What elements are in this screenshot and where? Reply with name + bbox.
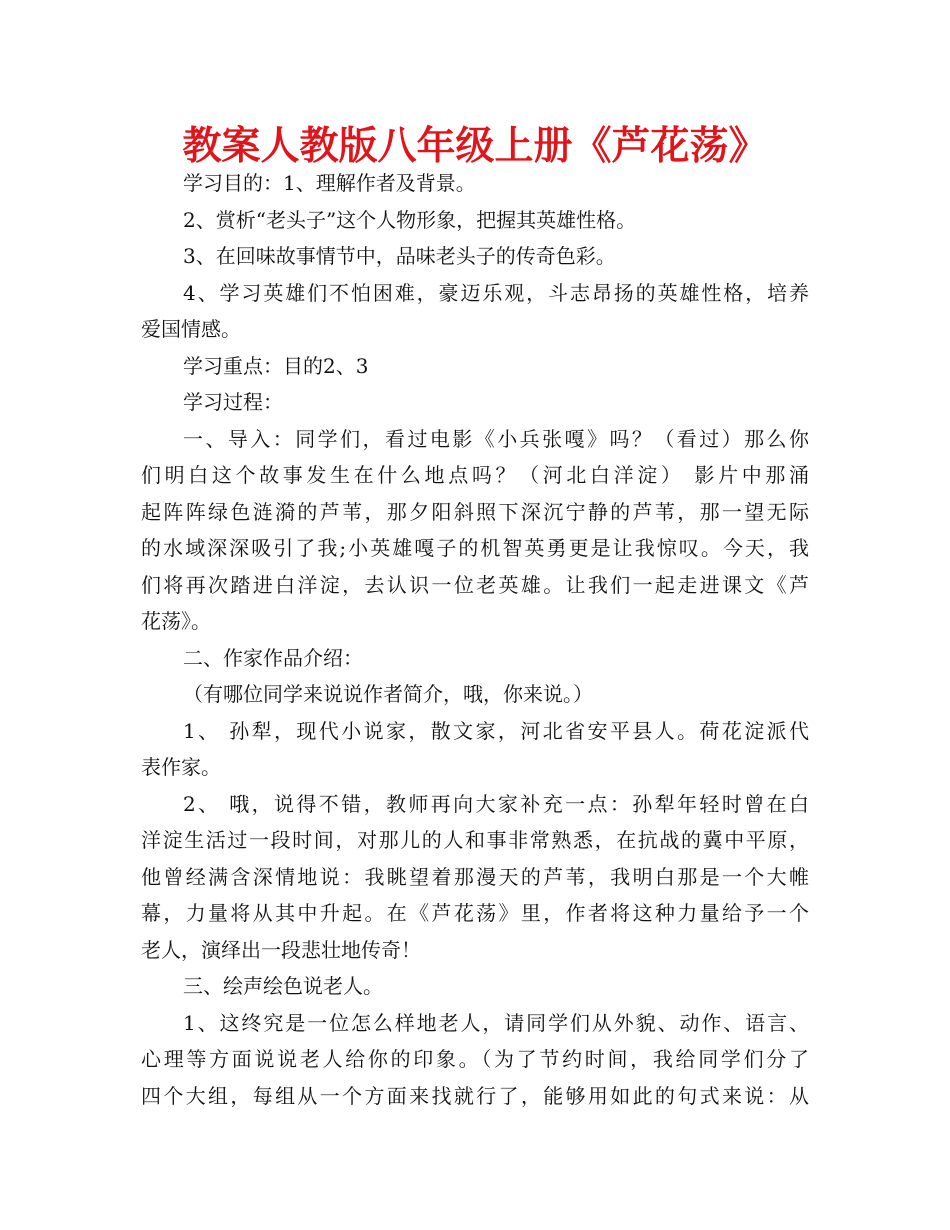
text-line: 2、 哦，说得不错，教师再向大家补充一点：孙犁年轻时曾在白 (183, 791, 809, 816)
text-line: 爱国情感。 (141, 317, 241, 341)
text-line: 心理等方面说说老人给你的印象。（为了节约时间，我给同学们分了 (141, 1047, 809, 1071)
text-line: 四个大组，每组从一个方面来找就行了，能够用如此的句式来说：从 (141, 1083, 809, 1108)
text-line: 三、绘声绘色说老人。 (183, 974, 383, 998)
text-line: 的水域深深吸引了我;小英雄嘎子的机智英勇更是让我惊叹。今天，我 (141, 536, 809, 560)
text-line: 学习目的：1、理解作者及背景。 (183, 171, 476, 195)
text-line: 花荡》。 (141, 609, 211, 633)
text-line: （有哪位同学来说说作者简介，哦，你来说。） (183, 682, 593, 706)
text-line: 表作家。 (141, 755, 221, 779)
text-line: 们将再次踏进白洋淀，去认识一位老英雄。让我们一起走进课文《芦 (141, 572, 809, 597)
text-line: 3、在回味故事情节中，品味老头子的传奇色彩。 (183, 244, 616, 268)
text-line: 一、导入：同学们，看过电影《小兵张嘎》吗？（看过）那么你 (183, 426, 809, 451)
text-line: 1、这终究是一位怎么样地老人，请同学们从外貌、动作、语言、 (183, 1010, 809, 1035)
text-line: 他曾经满含深情地说：我眺望着那漫天的芦苇，我明白那是一个大帷 (141, 864, 809, 889)
text-line: 起阵阵绿色涟漪的芦苇，那夕阳斜照下深沉宁静的芦苇，那一望无际 (141, 499, 809, 524)
text-line: 老人，演绎出一段悲壮地传奇！ (141, 937, 421, 962)
text-line: 幕，力量将从其中升起。在《芦花荡》里，作者将这种力量给予一个 (141, 901, 809, 925)
text-line: 1、 孙犁，现代小说家，散文家，河北省安平县人。荷花淀派代 (183, 718, 809, 743)
document-title: 教案人教版八年级上册《芦花荡》 (182, 124, 768, 169)
text-line: 学习重点：目的2、3 (183, 353, 369, 378)
text-line: 4、学习英雄们不怕困难，豪迈乐观，斗志昂扬的英雄性格，培养 (183, 280, 809, 305)
document-body (141, 165, 809, 1114)
text-line: 学习过程： (183, 390, 283, 414)
text-line: 二、作家作品介绍： (183, 645, 363, 670)
text-line: 们明白这个故事发生在什么地点吗？（河北白洋淀） 影片中那涌 (141, 463, 809, 487)
text-line: 洋淀生活过一段时间，对那儿的人和事非常熟悉，在抗战的冀中平原， (141, 828, 809, 852)
text-line: 2、赏析“老头子”这个人物形象，把握其英雄性格。 (183, 207, 637, 232)
